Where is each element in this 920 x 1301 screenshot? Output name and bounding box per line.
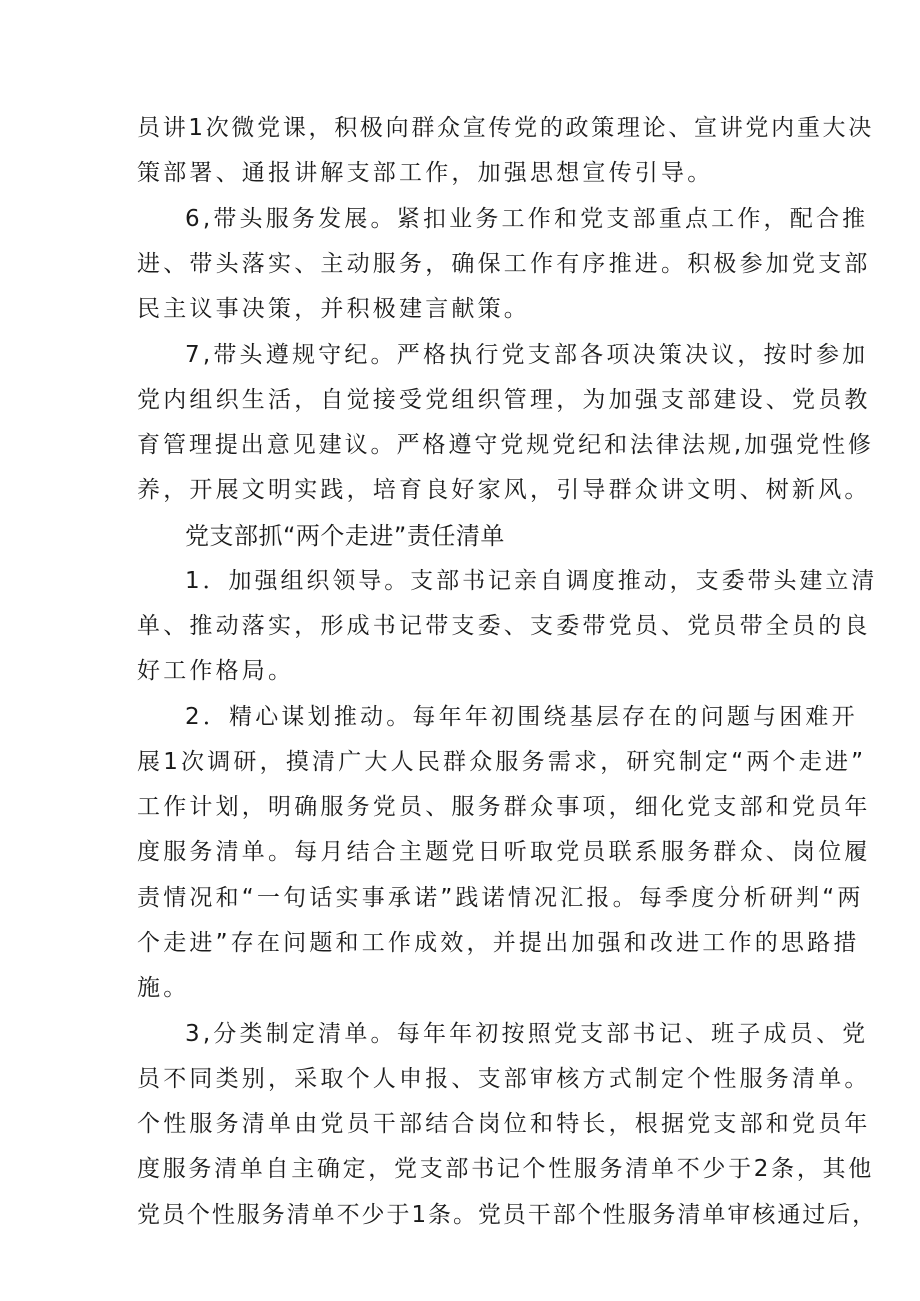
text-line: 3,分类制定清单。每年年初按照党支部书记、班子成员、党	[185, 1021, 869, 1047]
text-line: 7,带头遵规守纪。严格执行党支部各项决策决议，按时参加	[185, 342, 869, 368]
text-line: 6,带头服务发展。紧扣业务工作和党支部重点工作，配合推	[185, 206, 869, 232]
text-line: 养，开展文明实践，培育良好家风，引导群众讲文明、树新风。	[137, 477, 871, 503]
text-line: 1．加强组织领导。支部书记亲自调度推动，支委带头建立清	[185, 568, 878, 594]
text-line: 度服务清单。每月结合主题党日听取党员联系服务群众、岗位履	[137, 839, 871, 865]
text-line: 度服务清单自主确定，党支部书记个性服务清单不少于2条，其他	[137, 1156, 874, 1182]
text-line: 党员个性服务清单不少于1条。党员干部个性服务清单审核通过后，	[137, 1202, 878, 1228]
text-line: 民主议事决策，并积极建言献策。	[137, 296, 530, 322]
text-line: 个性服务清单由党员干部结合岗位和特长，根据党支部和党员年	[137, 1111, 871, 1137]
text-line: 好工作格局。	[137, 658, 295, 684]
text-line: 2．精心谋划推动。每年年初围绕基层存在的问题与困难开	[185, 704, 858, 730]
text-line: 进、带头落实、主动服务，确保工作有序推进。积极参加党支部	[137, 251, 871, 277]
text-line: 施。	[137, 975, 190, 1001]
text-line: 个走进”存在问题和工作成效，并提出加强和改进工作的思路措	[137, 930, 860, 956]
section-heading: 党支部抓“两个走进”责任清单	[185, 522, 505, 550]
text-line: 单、推动落实，形成书记带支委、支委带党员、党员带全员的良	[137, 613, 871, 639]
text-line: 员不同类别，采取个人申报、支部审核方式制定个性服务清单。	[137, 1066, 871, 1092]
text-line: 工作计划，明确服务党员、服务群众事项，细化党支部和党员年	[137, 794, 871, 820]
text-line: 员讲1次微党课，积极向群众宣传党的政策理论、宣讲党内重大决	[137, 115, 874, 141]
text-line: 党内组织生活，自觉接受党组织管理，为加强支部建设、党员教	[137, 387, 871, 413]
text-line: 策部署、通报讲解支部工作，加强思想宣传引导。	[137, 160, 714, 186]
text-line: 育管理提出意见建议。严格遵守党规党纪和法律法规,加强党性修	[137, 432, 874, 458]
text-line: 展1次调研，摸清广大人民群众服务需求，研究制定“两个走进”	[137, 749, 867, 775]
text-line: 责情况和“一句话实事承诺”践诺情况汇报。每季度分析研判“两	[137, 885, 864, 911]
